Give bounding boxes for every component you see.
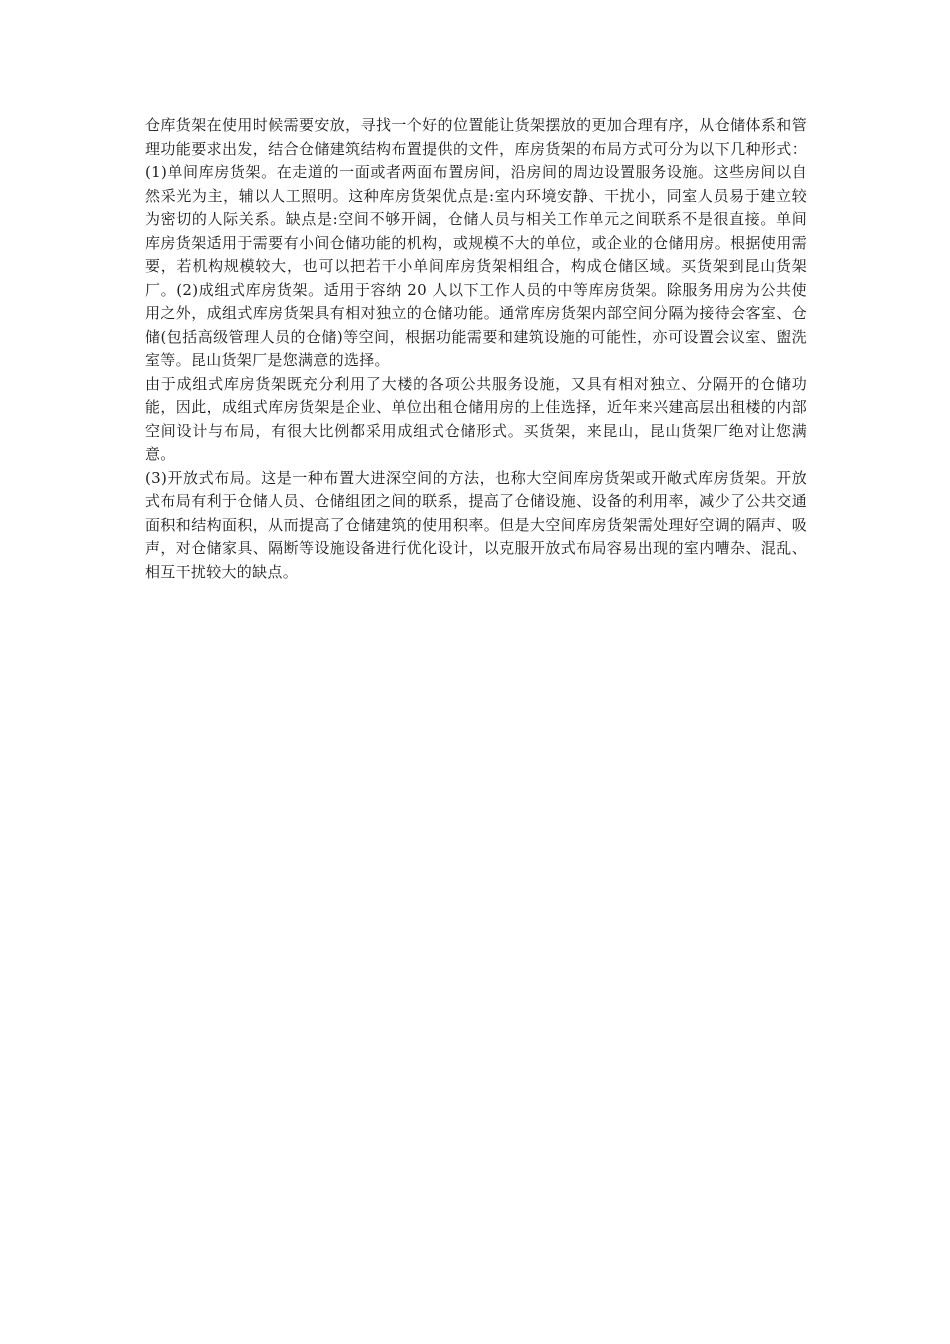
paragraph-3: (3)开放式布局。这是一种布置大进深空间的方法，也称大空间库房货架或开敞式库房货架。开放式布局有利于仓储人员、仓储组团之间的联系，提高了仓储设施、设备的利用率，减少了公共交通面积和结构面积，从而提高了仓储建筑的使用积率。但是大空间库房货架需处理好空调的隔声、吸声，对仓储家具、隔断等设施设备进行优化设计，以克服开放式布局容易出现的室内嘈杂、混乱、相互干扰较大的缺点。 xyxy=(145,468,807,581)
paragraph-1: 仓库货架在使用时候需要安放，寻找一个好的位置能让货架摆放的更加合理有序，从仓储体系和管理功能要求出发，结合仓储建筑结构布置提供的文件，库房货架的布局方式可分为以下几种形式：(1)单间库房货架。在走道的一面或者两面布置房间，沿房间的周边设置服务设施。这些房间以自然采光为主，辅以人工照明。这种库房货架优点是:室内环境安静、干扰小，同室人员易于建立较为密切的人际关系。缺点是:空间不够开阔，仓储人员与相关工作单元之间联系不是很直接。单间库房货架适用于需要有小间仓储功能的机构，或规模不大的单位，或企业的仓储用房。根据使用需要，若机构规模较大，也可以把若干小单间库房货架相组合，构成仓储区域。买货架到昆山货架厂。(2)成组式库房货架。适用于容纳 20 人以下工作人员的中等库房货架。除服务用房为公共使用之外，成组式库房货架具有相对独立的仓储功能。通常库房货架内部空间分隔为接待会客室、仓储(包括高级管理人员的仓储)等空间，根据功能需要和建筑设施的可能性，亦可设置会议室、盥洗室等。昆山货架厂是您满意的选择。 xyxy=(145,116,807,369)
document-body xyxy=(145,114,807,584)
paragraph-2: 由于成组式库房货架既充分利用了大楼的各项公共服务设施，又具有相对独立、分隔开的仓储功能，因此，成组式库房货架是企业、单位出租仓储用房的上佳选择，近年来兴建高层出租楼的内部空间设计与布局，有很大比例都采用成组式仓储形式。买货架，来昆山，昆山货架厂绝对让您满意。 xyxy=(145,374,807,463)
